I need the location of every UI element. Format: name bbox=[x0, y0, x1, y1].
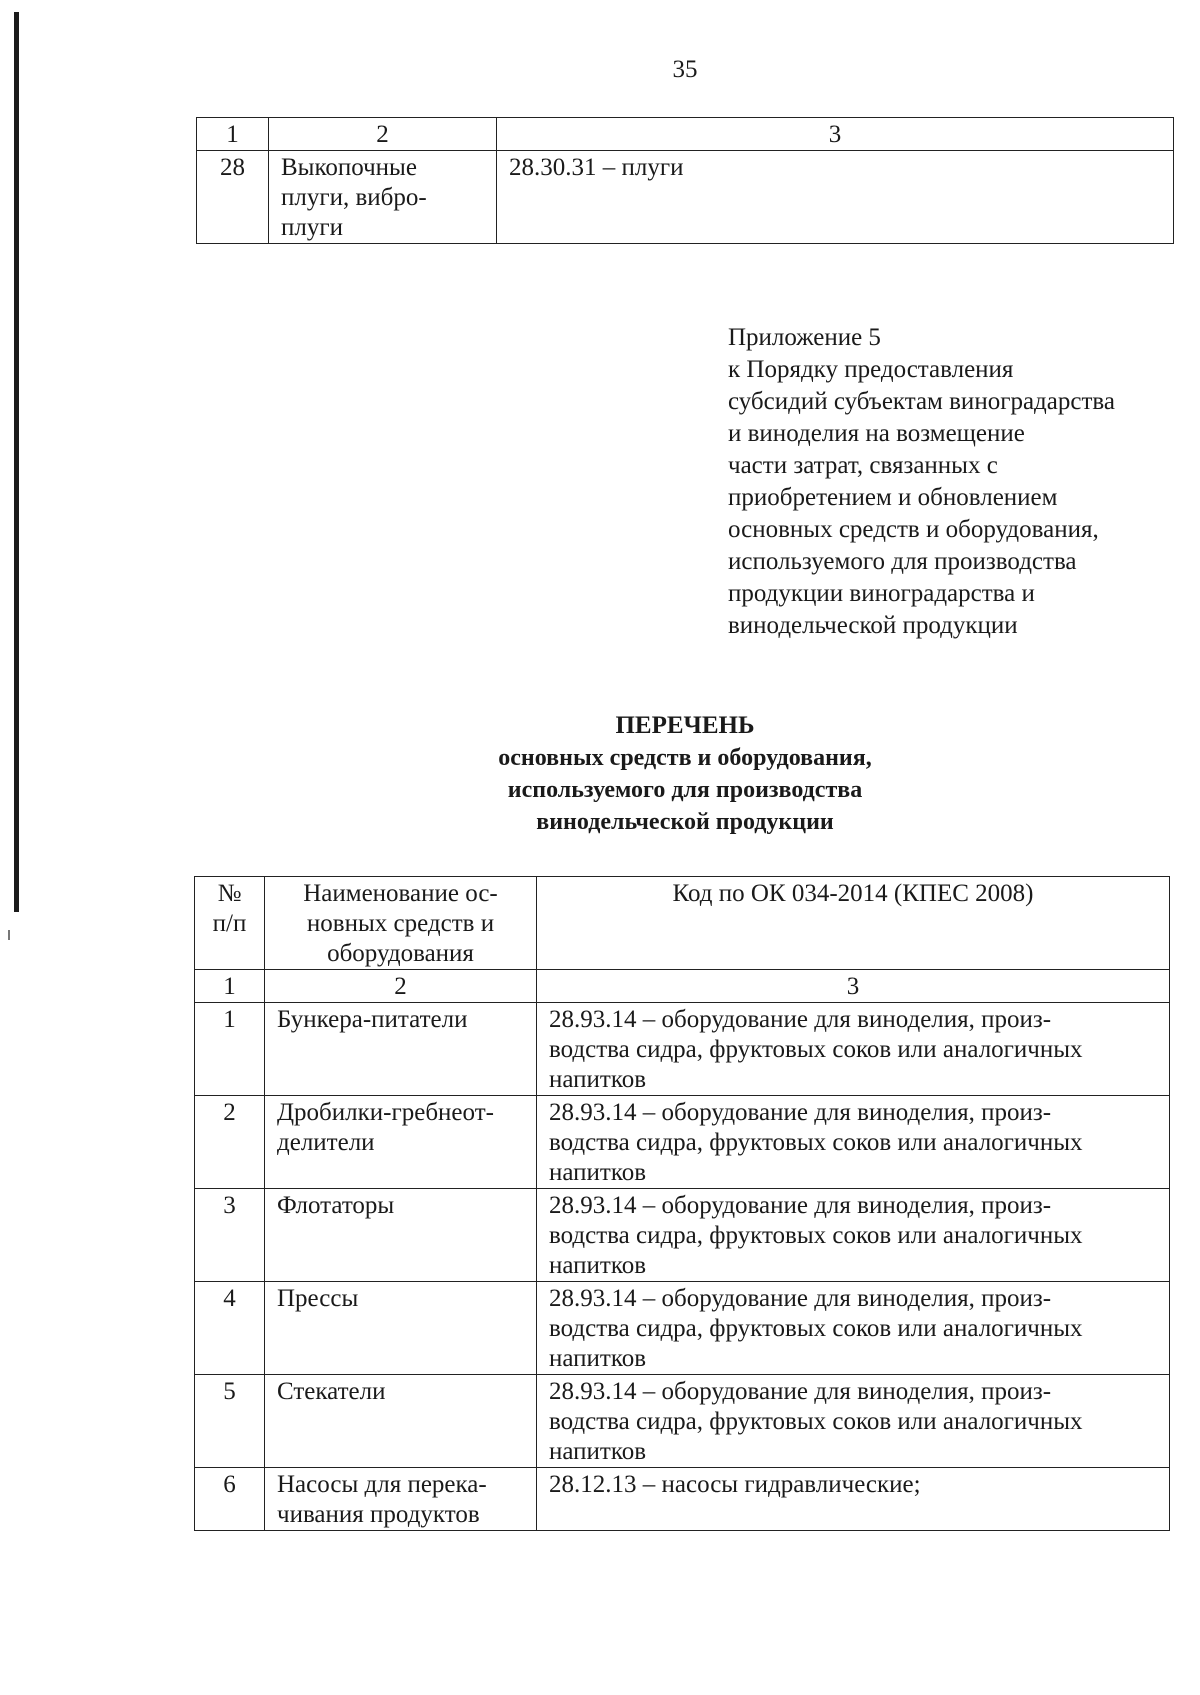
row-code: 28.93.14 – оборудование для виноделия, произ- водства сидра, фруктовых соков или аналогичных напитков bbox=[537, 1375, 1170, 1468]
appendix-line: и виноделия на возмещение bbox=[728, 420, 1025, 447]
row-name: Бункера-питатели bbox=[265, 1003, 537, 1096]
row-number: 3 bbox=[195, 1189, 265, 1282]
continued-table bbox=[196, 117, 1174, 244]
appendix-line: винодельческой продукции bbox=[728, 612, 1018, 639]
numbering-cell: 2 bbox=[265, 970, 537, 1003]
row-code: 28.93.14 – оборудование для виноделия, произ- водства сидра, фруктовых соков или аналогичных напитков bbox=[537, 1282, 1170, 1375]
table-row bbox=[195, 1003, 1170, 1096]
scan-edge-bar bbox=[14, 12, 19, 912]
heading-subtitle-line: винодельческой продукции bbox=[536, 809, 834, 835]
row-name: Прессы bbox=[265, 1282, 537, 1375]
table-row bbox=[195, 1189, 1170, 1282]
appendix-line: к Порядку предоставления bbox=[728, 356, 1014, 383]
appendix-line: продукции виноградарства и bbox=[728, 580, 1035, 607]
heading-subtitle-line: основных средств и оборудования, bbox=[498, 745, 872, 771]
appendix-line: Приложение 5 bbox=[728, 324, 881, 351]
header-cell-name: Наименование ос- новных средств и оборудования bbox=[265, 877, 537, 970]
table-row bbox=[197, 151, 1174, 244]
row-name: Флотаторы bbox=[265, 1189, 537, 1282]
appendix-line: приобретением и обновлением bbox=[728, 484, 1058, 511]
heading-subtitle-line: используемого для производства bbox=[507, 777, 863, 803]
row-number: 2 bbox=[195, 1096, 265, 1189]
header-cell: 3 bbox=[497, 118, 1174, 151]
numbering-cell: 3 bbox=[537, 970, 1170, 1003]
appendix-block bbox=[728, 322, 1115, 642]
appendix-line: субсидий субъектам виноградарства bbox=[728, 388, 1115, 415]
header-cell-code: Код по ОК 034-2014 (КПЕС 2008) bbox=[537, 877, 1170, 970]
row-number: 5 bbox=[195, 1375, 265, 1468]
table-numbering-row bbox=[195, 970, 1170, 1003]
header-cell: 1 bbox=[197, 118, 269, 151]
row-number: 28 bbox=[197, 151, 269, 244]
row-number: 6 bbox=[195, 1468, 265, 1531]
row-name: Выкопочные плуги, вибро- плуги bbox=[269, 151, 497, 244]
scan-edge-mark bbox=[8, 930, 10, 940]
equipment-table bbox=[194, 876, 1170, 1531]
page-number: 35 bbox=[672, 56, 698, 83]
table-row bbox=[195, 1468, 1170, 1531]
row-name: Насосы для перека- чивания продуктов bbox=[265, 1468, 537, 1531]
row-name: Дробилки-гребнеот- делители bbox=[265, 1096, 537, 1189]
heading-title: ПЕРЕЧЕНЬ bbox=[615, 712, 755, 739]
row-code: 28.12.13 – насосы гидравлические; bbox=[537, 1468, 1170, 1531]
row-code: 28.93.14 – оборудование для виноделия, произ- водства сидра, фруктовых соков или аналогичных напитков bbox=[537, 1189, 1170, 1282]
header-cell-number: № п/п bbox=[195, 877, 265, 970]
row-number: 4 bbox=[195, 1282, 265, 1375]
row-code: 28.30.31 – плуги bbox=[497, 151, 1174, 244]
table-header-row bbox=[195, 877, 1170, 970]
table-header-row bbox=[197, 118, 1174, 151]
appendix-line: основных средств и оборудования, bbox=[728, 516, 1099, 543]
appendix-line: части затрат, связанных с bbox=[728, 452, 998, 479]
header-cell: 2 bbox=[269, 118, 497, 151]
appendix-line: используемого для производства bbox=[728, 548, 1077, 575]
row-name: Стекатели bbox=[265, 1375, 537, 1468]
row-code: 28.93.14 – оборудование для виноделия, произ- водства сидра, фруктовых соков или аналогичных напитков bbox=[537, 1096, 1170, 1189]
table-row bbox=[195, 1375, 1170, 1468]
numbering-cell: 1 bbox=[195, 970, 265, 1003]
table-row bbox=[195, 1282, 1170, 1375]
table-row bbox=[195, 1096, 1170, 1189]
document-heading bbox=[440, 710, 930, 838]
row-code: 28.93.14 – оборудование для виноделия, произ- водства сидра, фруктовых соков или аналогичных напитков bbox=[537, 1003, 1170, 1096]
row-number: 1 bbox=[195, 1003, 265, 1096]
